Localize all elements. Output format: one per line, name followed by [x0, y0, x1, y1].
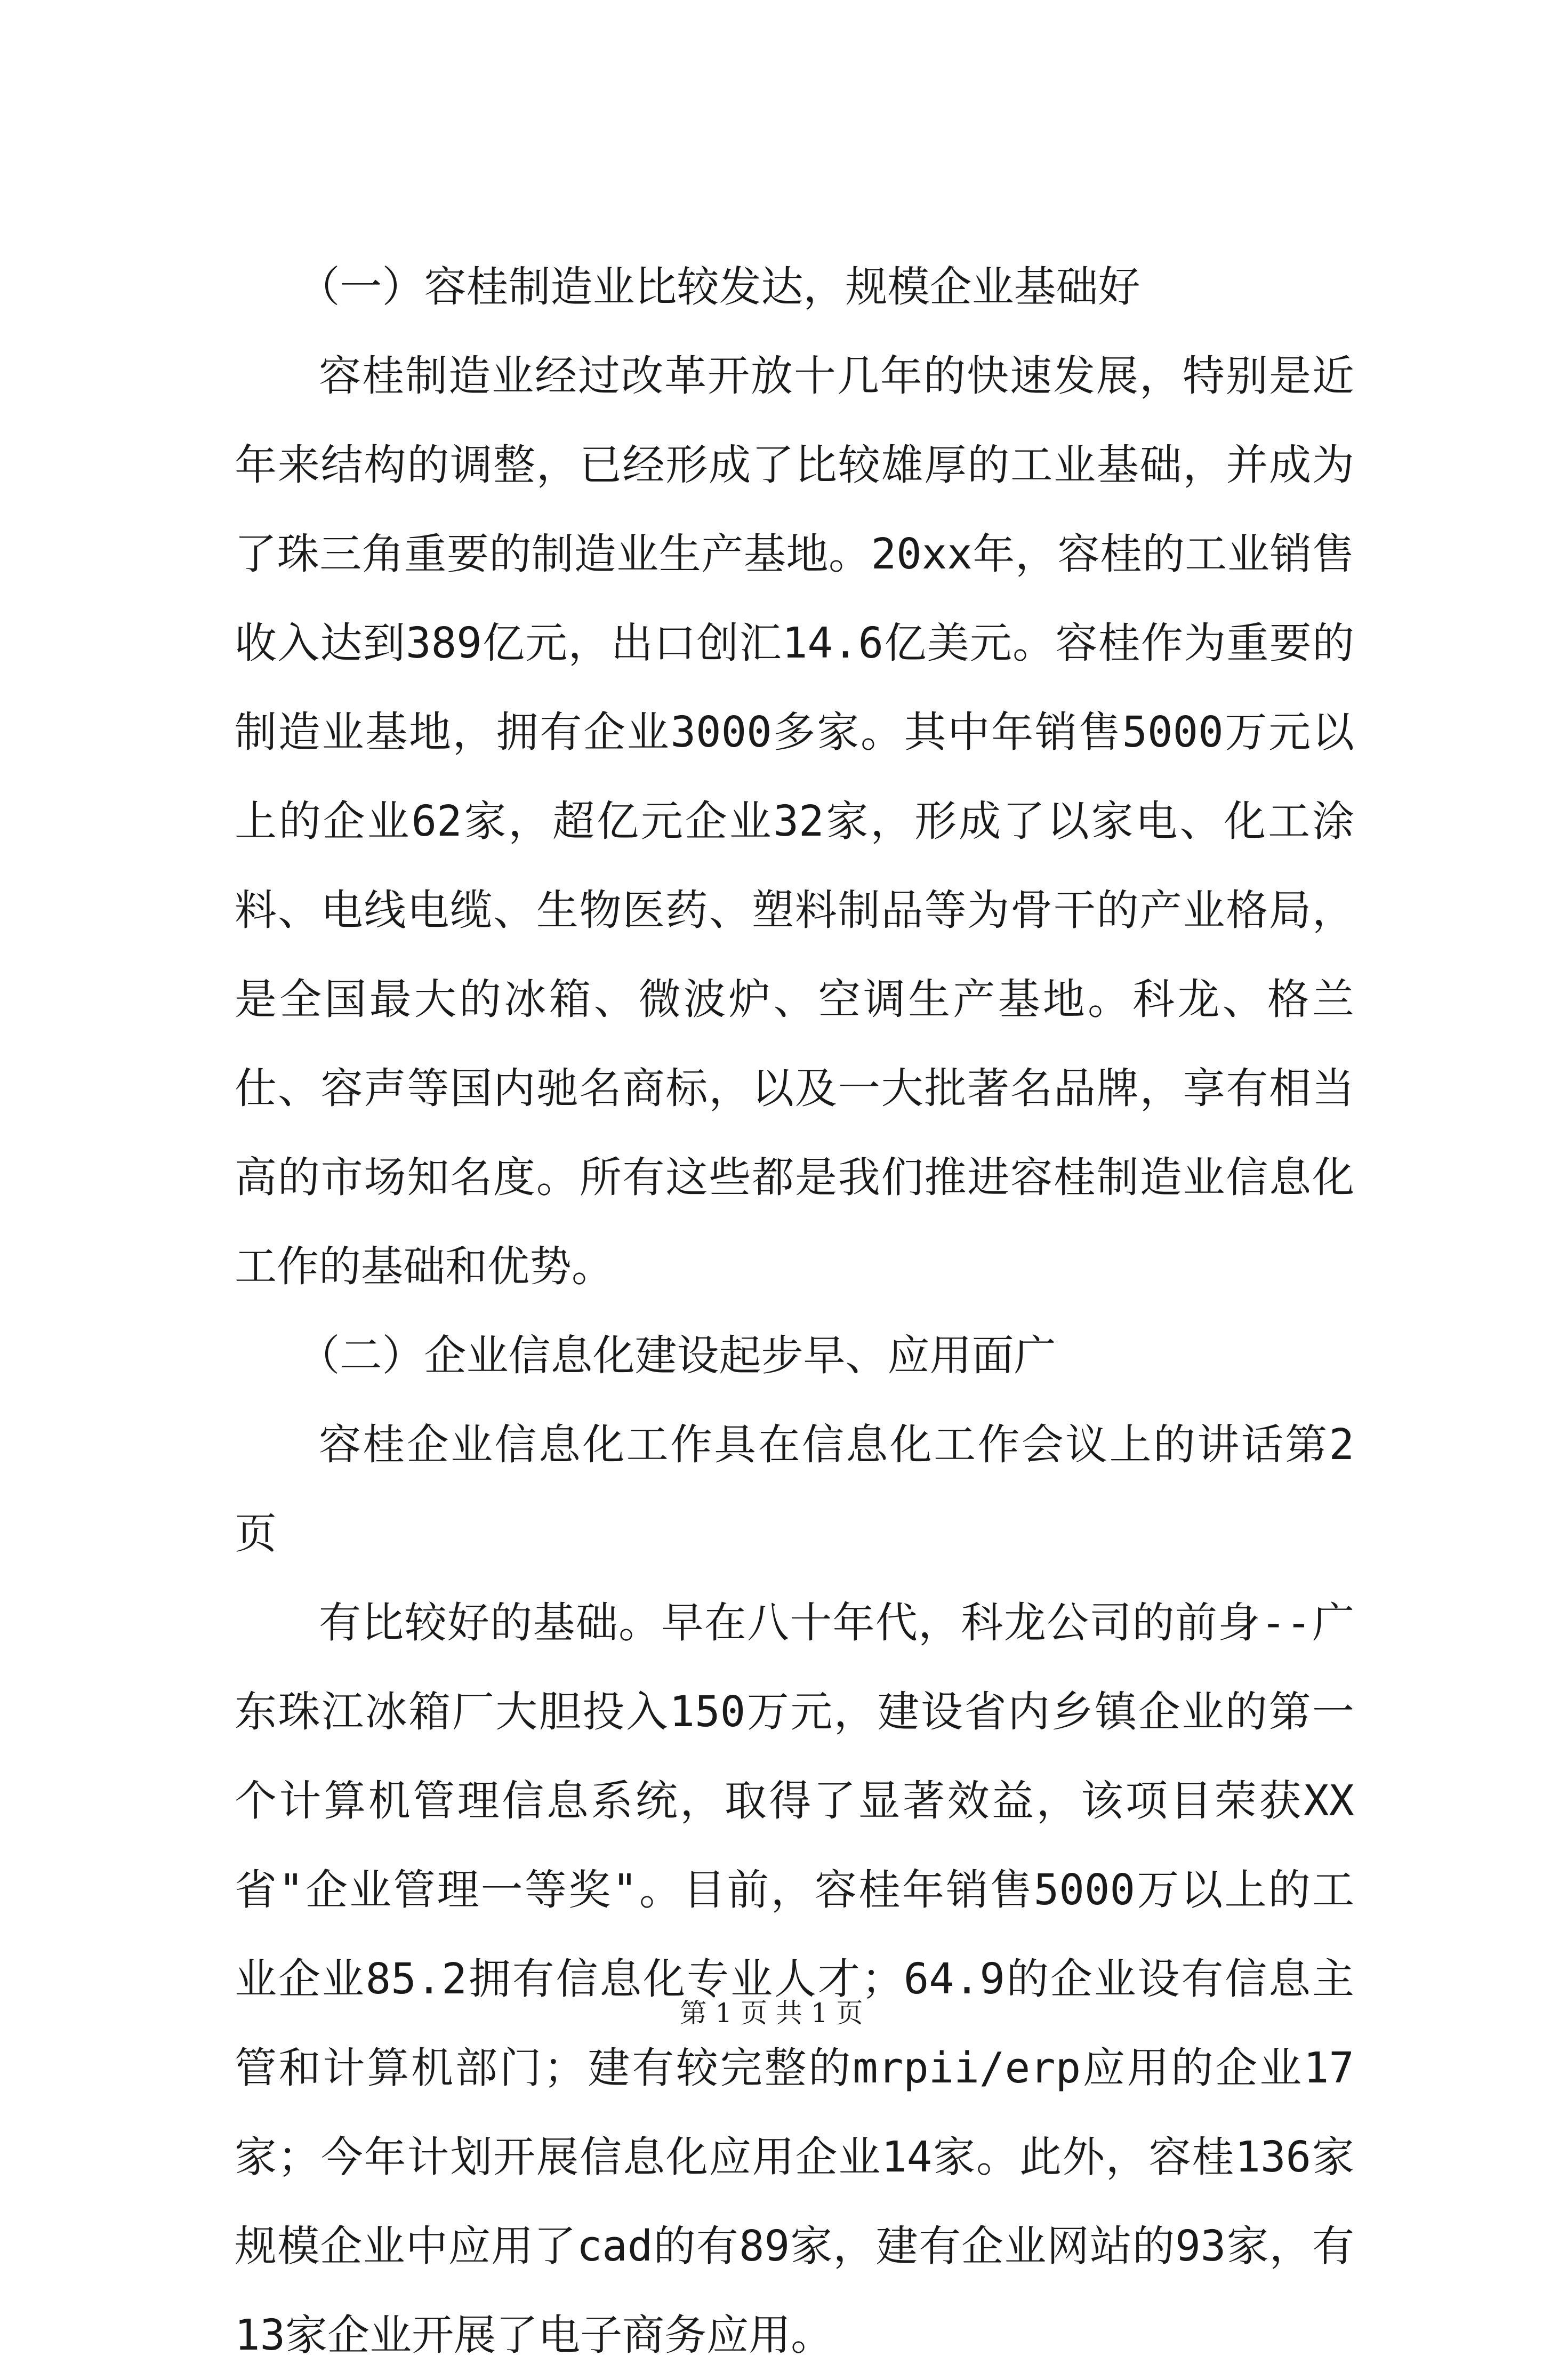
paragraph-2: 容桂企业信息化工作具在信息化工作会议上的讲话第2页 [235, 1420, 1354, 1558]
paragraph-3: 有比较好的基础。早在八十年代，科龙公司的前身--广东珠江冰箱厂大胆投入150万元，建设省内乡镇企业的第一个计算机管理信息系统，取得了显著效益，该项目荣获XX省"企业管理一等奖"。目前，容桂年销售5000万以上的工业企业85.2拥有信息化专业人才；64.9的企业设有信息主管和计算机部门；建有较完整的mrpii/erp应用的企业17家；今年计划开展信息化应用企业14家。此外，容桂136家规模企业中应用了cad的有89家，建有企业网站的93家，有13家企业开展了电子商务应用。 [235, 1598, 1354, 2360]
section-heading-1: （一）容桂制造业比较发达，规模企业基础好 [298, 262, 1140, 311]
document-body [235, 243, 1354, 2380]
section-heading-2: （二）企业信息化建设起步早、应用面广 [298, 1331, 1056, 1380]
page-footer: 第 1 页 共 1 页 [680, 1998, 863, 2029]
paragraph-1: 容桂制造业经过改革开放十几年的快速发展，特别是近年来结构的调整，已经形成了比较雄厚的工业基础，并成为了珠三角重要的制造业生产基地。20xx年，容桂的工业销售收入达到389亿元，出口创汇14.6亿美元。容桂作为重要的制造业基地，拥有企业3000多家。其中年销售5000万元以上的企业62家，超亿元企业32家，形成了以家电、化工涂料、电线电缆、生物医药、塑料制品等为骨干的产业格局，是全国最大的冰箱、微波炉、空调生产基地。科龙、格兰仕、容声等国内驰名商标，以及一大批著名品牌，享有相当高的市场知名度。所有这些都是我们推进容桂制造业信息化工作的基础和优势。 [235, 351, 1354, 1291]
